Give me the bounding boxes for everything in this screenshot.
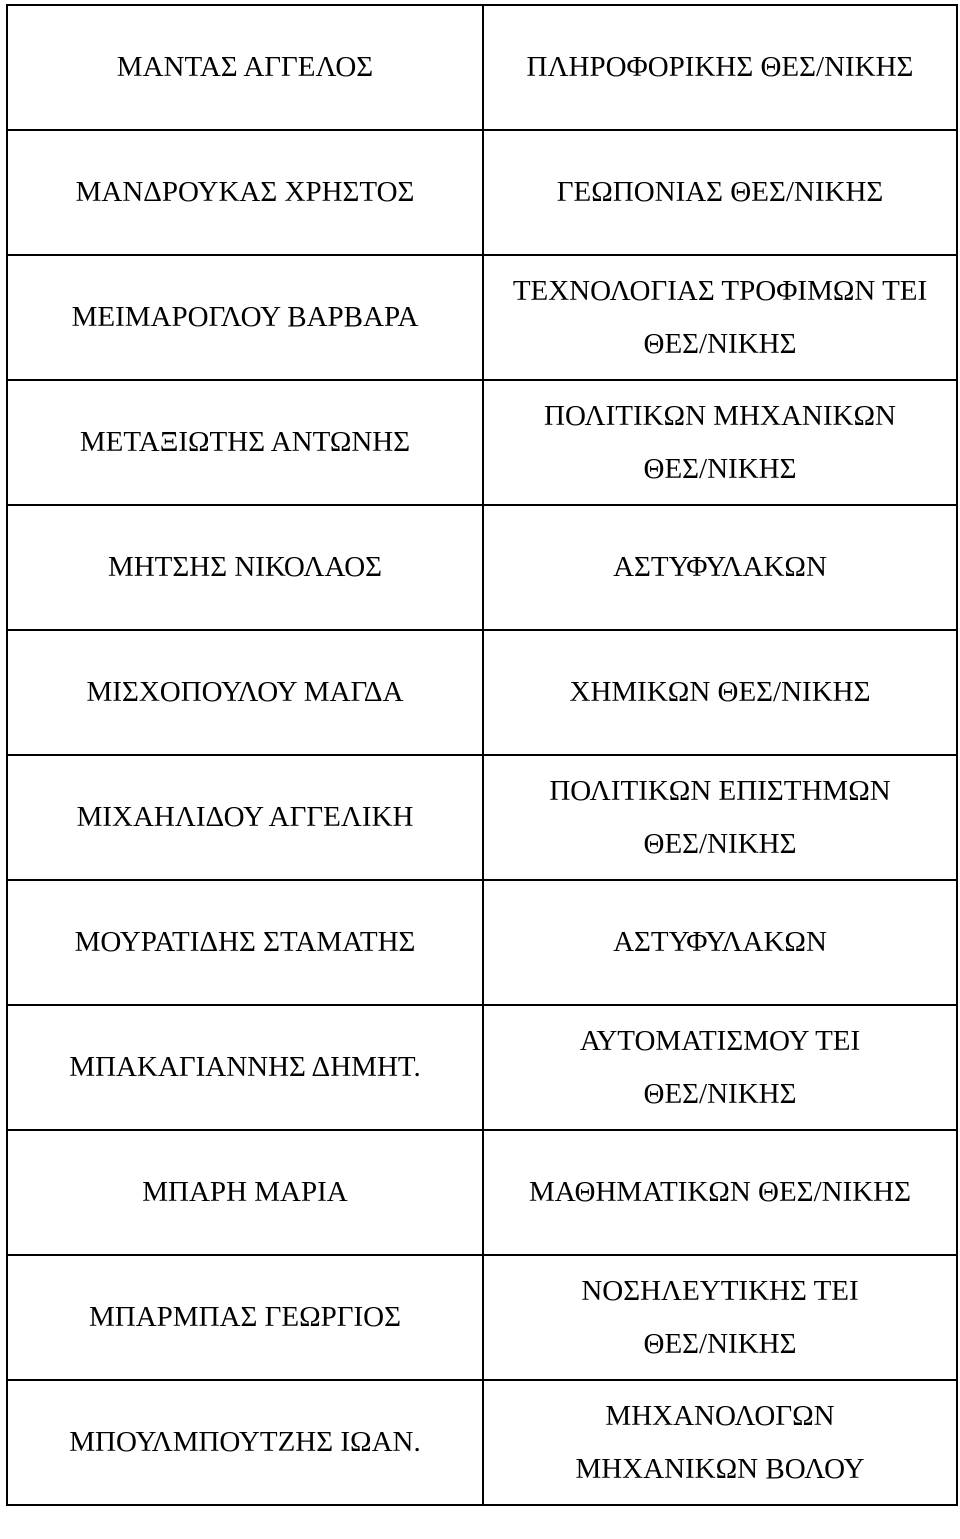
- name-cell: ΜΙΧΑΗΛΙΔΟΥ ΑΓΓΕΛΙΚΗ: [7, 755, 483, 880]
- name-cell: ΜΕΙΜΑΡΟΓΛΟΥ ΒΑΡΒΑΡΑ: [7, 255, 483, 380]
- name-cell: ΜΠΑΚΑΓΙΑΝΝΗΣ ΔΗΜΗΤ.: [7, 1005, 483, 1130]
- table-row: [7, 380, 957, 505]
- department-cell: ΑΣΤΥΦΥΛΑΚΩΝ: [483, 880, 957, 1005]
- name-cell: ΜΟΥΡΑΤΙΔΗΣ ΣΤΑΜΑΤΗΣ: [7, 880, 483, 1005]
- table-row: [7, 130, 957, 255]
- department-cell: ΤΕΧΝΟΛΟΓΙΑΣ ΤΡΟΦΙΜΩΝ ΤΕΙ ΘΕΣ/ΝΙΚΗΣ: [483, 255, 957, 380]
- table-row: [7, 755, 957, 880]
- name-cell: ΜΠΑΡΜΠΑΣ ΓΕΩΡΓΙΟΣ: [7, 1255, 483, 1380]
- name-cell: ΜΑΝΔΡΟΥΚΑΣ ΧΡΗΣΤΟΣ: [7, 130, 483, 255]
- table-row: [7, 255, 957, 380]
- department-cell: ΜΑΘΗΜΑΤΙΚΩΝ ΘΕΣ/ΝΙΚΗΣ: [483, 1130, 957, 1255]
- department-cell: ΧΗΜΙΚΩΝ ΘΕΣ/ΝΙΚΗΣ: [483, 630, 957, 755]
- department-cell: ΑΣΤΥΦΥΛΑΚΩΝ: [483, 505, 957, 630]
- table-row: [7, 5, 957, 130]
- department-cell: ΑΥΤΟΜΑΤΙΣΜΟΥ ΤΕΙ ΘΕΣ/ΝΙΚΗΣ: [483, 1005, 957, 1130]
- department-cell: ΜΗΧΑΝΟΛΟΓΩΝ ΜΗΧΑΝΙΚΩΝ ΒΟΛΟΥ: [483, 1380, 957, 1505]
- name-cell: ΜΠΑΡΗ ΜΑΡΙΑ: [7, 1130, 483, 1255]
- name-cell: ΜΗΤΣΗΣ ΝΙΚΟΛΑΟΣ: [7, 505, 483, 630]
- table-row: [7, 880, 957, 1005]
- department-cell: ΠΟΛΙΤΙΚΩΝ ΕΠΙΣΤΗΜΩΝ ΘΕΣ/ΝΙΚΗΣ: [483, 755, 957, 880]
- table-row: [7, 1380, 957, 1505]
- name-cell: ΜΠΟΥΛΜΠΟΥΤΖΗΣ ΙΩΑΝ.: [7, 1380, 483, 1505]
- table-row: [7, 505, 957, 630]
- results-table: [6, 4, 958, 1506]
- table-row: [7, 1005, 957, 1130]
- name-cell: ΜΑΝΤΑΣ ΑΓΓΕΛΟΣ: [7, 5, 483, 130]
- name-cell: ΜΙΣΧΟΠΟΥΛΟΥ ΜΑΓΔΑ: [7, 630, 483, 755]
- department-cell: ΠΛΗΡΟΦΟΡΙΚΗΣ ΘΕΣ/ΝΙΚΗΣ: [483, 5, 957, 130]
- department-cell: ΠΟΛΙΤΙΚΩΝ ΜΗΧΑΝΙΚΩΝ ΘΕΣ/ΝΙΚΗΣ: [483, 380, 957, 505]
- table-body: [7, 5, 957, 1505]
- table-row: [7, 1255, 957, 1380]
- table-row: [7, 630, 957, 755]
- table-row: [7, 1130, 957, 1255]
- name-cell: ΜΕΤΑΞΙΩΤΗΣ ΑΝΤΩΝΗΣ: [7, 380, 483, 505]
- department-cell: ΓΕΩΠΟΝΙΑΣ ΘΕΣ/ΝΙΚΗΣ: [483, 130, 957, 255]
- department-cell: ΝΟΣΗΛΕΥΤΙΚΗΣ ΤΕΙ ΘΕΣ/ΝΙΚΗΣ: [483, 1255, 957, 1380]
